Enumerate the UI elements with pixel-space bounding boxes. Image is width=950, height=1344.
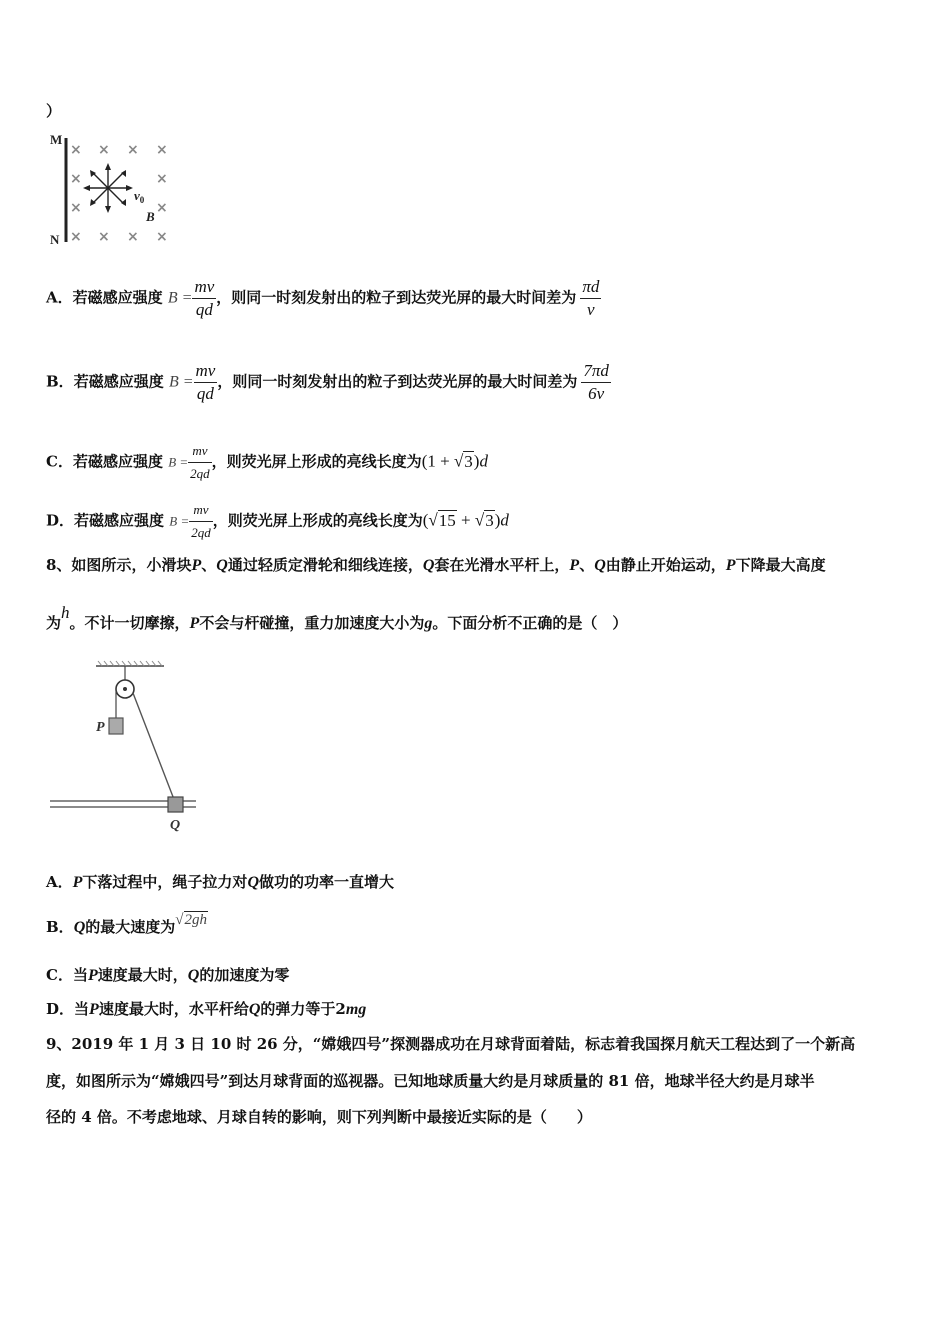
label-q: Q: [170, 818, 181, 833]
question-8-stem-line2: 为h。不计一切摩擦，P不会与杆碰撞，重力加速度大小为g。下面分析不正确的是（ ）: [46, 603, 628, 632]
rope-to-q: [133, 693, 175, 802]
label-p: P: [96, 720, 105, 735]
svg-text:×: ×: [127, 229, 139, 245]
label-m: M: [50, 132, 63, 147]
option-8d[interactable]: D．当P速度最大时，水平杆给Q的弹力等于2mg: [46, 1000, 367, 1018]
option-letter: B．: [46, 372, 74, 391]
continued-paren: ）: [46, 102, 62, 120]
option-7b[interactable]: B．若磁感应强度 B = $\frac{mv}{qd}$ ，则同一时刻发射出的粒子到达荧光屏的最大时间差为 $\frac{7\pi d}{6v}$: [46, 361, 609, 403]
option-letter: C．: [46, 452, 73, 471]
magnetic-field-figure: [46, 130, 186, 250]
svg-text:×: ×: [70, 171, 82, 187]
h-symbol: h: [61, 603, 70, 622]
option-letter: A．: [46, 288, 73, 307]
svg-text:×: ×: [70, 200, 82, 216]
sqrt-expression: √2gh: [175, 912, 207, 928]
label-n: N: [50, 232, 60, 247]
question-9-line1: 9、2019 年 1 月 3 日 10 时 26 分，“嫦娥四号”探测器成功在月球背面着陆，标志着我国探月航天工程达到了一个新高: [46, 1035, 856, 1053]
option-8c[interactable]: C．当P速度最大时，Q的加速度为零: [46, 966, 290, 984]
option-8a[interactable]: A．P下落过程中，绳子拉力对Q做功的功率一直增大: [46, 873, 395, 891]
block-p: [109, 718, 123, 734]
answer-expression: (1 + √3)d: [421, 451, 488, 471]
question-9-line3: 径的 4 倍。不考虑地球、月球自转的影响，则下列判断中最接近实际的是（ ）: [46, 1108, 592, 1126]
answer-expression: (√15 + √3)d: [422, 510, 509, 530]
option-letter: D．: [46, 511, 75, 530]
b-fraction: $\frac{mv}{2qd}$: [189, 499, 213, 544]
option-7d[interactable]: D．若磁感应强度 B = $\frac{mv}{2qd}$ ，则荧光屏上形成的亮线长度为(√15 + √3)d: [46, 499, 509, 544]
answer-fraction: $\frac{\pi d}{v}$: [582, 277, 600, 319]
svg-text:×: ×: [156, 229, 168, 245]
pulley-figure: [46, 658, 206, 838]
b-fraction: $\frac{mv}{qd}$: [195, 361, 216, 403]
option-7a[interactable]: A．若磁感应强度 B = $\frac{mv}{qd}$ ，则同一时刻发射出的粒子到达荧光屏的最大时间差为 $\frac{\pi d}{v}$: [46, 277, 600, 319]
svg-text:×: ×: [156, 171, 168, 187]
svg-text:×: ×: [70, 142, 82, 158]
question-8-stem-line1: 8、如图所示，小滑块P、Q通过轻质定滑轮和细线连接，Q套在光滑水平杆上，P、Q由静止开始运动，P下降最大高度: [46, 556, 826, 574]
b-fraction: $\frac{mv}{qd}$: [194, 277, 215, 319]
block-q: [168, 797, 183, 812]
svg-text:×: ×: [98, 229, 110, 245]
answer-fraction: $\frac{7\pi d}{6v}$: [583, 361, 609, 403]
svg-text:×: ×: [156, 142, 168, 158]
svg-text:×: ×: [127, 142, 139, 158]
option-7c[interactable]: C．若磁感应强度 B = $\frac{mv}{2qd}$ ，则荧光屏上形成的亮线长度为(1 + √3)d: [46, 440, 488, 485]
option-8b[interactable]: B．Q的最大速度为√2gh: [46, 912, 207, 936]
b-fraction: $\frac{mv}{2qd}$: [188, 440, 212, 485]
label-v0: $v_0$: [134, 188, 145, 205]
question-9-line2: 度，如图所示为“嫦娥四号”到达月球背面的巡视器。已知地球质量大约是月球质量的 81 倍，地球半径大约是月球半: [46, 1072, 815, 1090]
svg-text:×: ×: [98, 142, 110, 158]
svg-text:×: ×: [156, 200, 168, 216]
field-crosses: [70, 142, 168, 245]
label-b: B: [146, 209, 155, 224]
svg-text:×: ×: [70, 229, 82, 245]
